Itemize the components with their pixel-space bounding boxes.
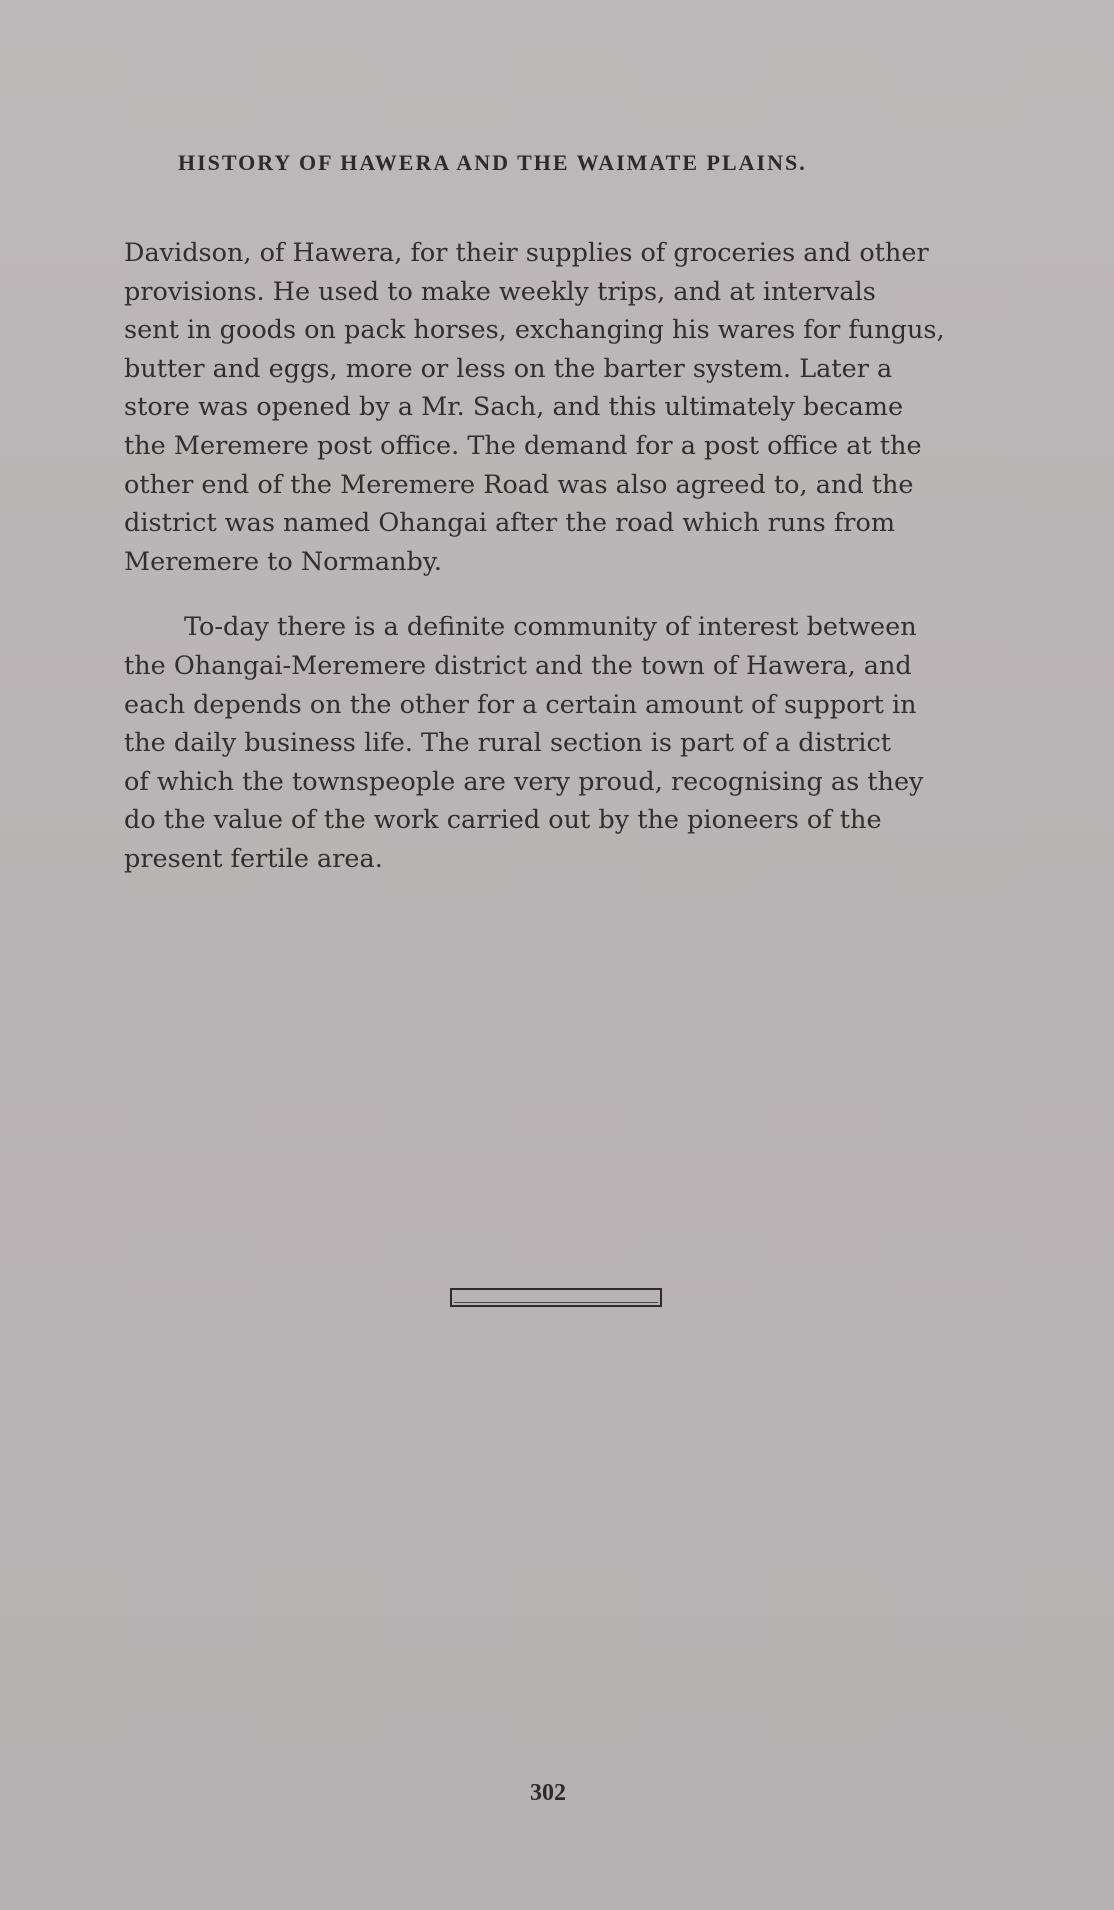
running-head: HISTORY OF HAWERA AND THE WAIMATE PLAINS.: [178, 150, 807, 175]
text-line: To-day there is a definite community of interest between: [184, 612, 917, 643]
text-line: Meremere to Normanby.: [124, 546, 442, 577]
paragraph-gap: [124, 581, 1014, 608]
text-line: do the value of the work carried out by the pioneers of the: [124, 805, 882, 836]
ornament-inner-rule: [454, 1292, 658, 1303]
text-line: provisions. He used to make weekly trips, and at intervals: [124, 276, 876, 307]
page-number: 302: [530, 1780, 566, 1806]
text-line: the daily business life. The rural section is part of a district: [124, 728, 891, 759]
text-line: the Meremere post office. The demand for a post office at the: [124, 430, 922, 461]
text-line: each depends on the other for a certain amount of support in: [124, 689, 917, 720]
paragraph-1: [124, 234, 1014, 581]
text-line: present fertile area.: [124, 843, 383, 874]
text-line: the Ohangai-Meremere district and the town of Hawera, and: [124, 650, 912, 681]
text-line: district was named Ohangai after the road which runs from: [124, 508, 896, 539]
text-line: other end of the Meremere Road was also agreed to, and the: [124, 469, 914, 500]
text-line: Davidson, of Hawera, for their supplies of groceries and other: [124, 238, 929, 268]
text-line: sent in goods on pack horses, exchanging his wares for fungus,: [124, 315, 945, 346]
section-end-ornament: [450, 1288, 662, 1307]
text-line: butter and eggs, more or less on the barter system. Later a: [124, 353, 893, 384]
text-line: of which the townspeople are very proud, recognising as they: [124, 766, 924, 797]
body-text: [124, 234, 1014, 879]
paragraph-2: [124, 608, 1014, 878]
text-line: store was opened by a Mr. Sach, and this ultimately became: [124, 392, 904, 423]
